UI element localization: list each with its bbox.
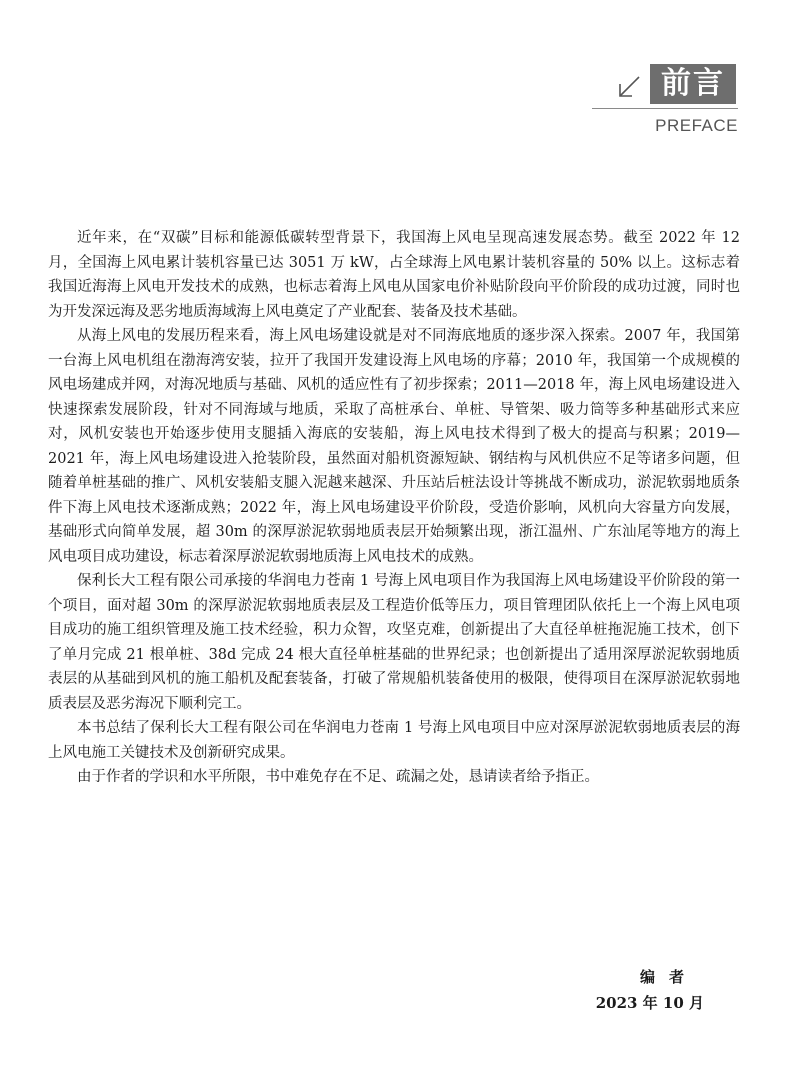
page-title: 前言 bbox=[650, 64, 736, 104]
paragraph-3: 保利长大工程有限公司承接的华润电力苍南 1 号海上风电项目作为我国海上风电场建设平价阶段的第一个项目，面对超 30m 的深厚淤泥软弱地质表层及工程造价低等压力，项目管理团队依托上一个海上风电项目成功的施工组织管理及施工技术经验，积力众智，攻坚克难，创新提出了大直径单桩拖泥施工技术，创下了单月完成 21 根单桩、38d 完成 24 根大直径单桩基础的世界纪录；也创新提出了适用深厚淤泥软弱地质表层的从基础到风机的施工船机及配套装备，打破了常规船机装备使用的极限，使得项目在深厚淤泥软弱地质表层及恶劣海况下顺利完工。 bbox=[48, 573, 740, 712]
signature-author: 编者 bbox=[639, 968, 698, 986]
paragraph-1: 近年来，在“双碳”目标和能源低碳转型背景下，我国海上风电呈现高速发展态势。截至 2022 年 12 月，全国海上风电累计装机容量已达 3051 万 kW，占全球海上风电累计装机容量的 50% 以上。这标志着我国近海海上风电开发技术的成熟，也标志着海上风电从国家电价补贴阶段向平价阶段的成功过渡，同时也为开发深远海及恶劣地质海域海上风电奠定了产业配套、装备及技术基础。 bbox=[48, 230, 740, 320]
paragraph-2: 从海上风电的发展历程来看，海上风电场建设就是对不同海底地质的逐步深入探索。2007 年，我国第一台海上风电机组在渤海湾安装，拉开了我国开发建设海上风电场的序幕；2010 年，我国第一个成规模的风电场建成并网，对海况地质与基础、风机的适应性有了初步探索；2011—2018 年，海上风电场建设进入快速探索发展阶段，针对不同海域与地质，采取了高桩承台、单桩、导管架、吸力筒等多种基础形式来应对，风机安装也开始逐步使用支腿插入海底的安装船，海上风电技术得到了极大的提高与积累；2019—2021 年，海上风电场建设进入抢装阶段，虽然面对船机资源短缺、钢结构与风机供应不足等诸多问题，但随着单桩基础的推广、风机安装船支腿入泥越来越深、升压站后桩法设计等挑战不断成功，淤泥软弱地质条件下海上风电技术逐渐成熟；2022 年，海上风电场建设平价阶段，受造价影响，风机向大容量方向发展，基础形式向简单发展，超 30m 的深厚淤泥软弱地质表层开始频繁出现，浙江温州、广东汕尾等地方的海上风电项目成功建设，标志着深厚淤泥软弱地质海上风电技术的成熟。 bbox=[48, 328, 740, 565]
signature-block bbox=[596, 964, 704, 1016]
page-header bbox=[0, 0, 790, 150]
arrow-down-left-icon bbox=[616, 74, 642, 100]
signature-date: 2023 年 10 月 bbox=[595, 994, 704, 1012]
paragraph-4: 本书总结了保利长大工程有限公司在华润电力苍南 1 号海上风电项目中应对深厚淤泥软弱地质表层的海上风电施工关键技术及创新研究成果。 bbox=[48, 720, 740, 761]
preface-body bbox=[48, 226, 740, 790]
header-divider bbox=[592, 108, 738, 109]
page-subtitle: PREFACE bbox=[655, 116, 738, 135]
paragraph-5: 由于作者的学识和水平所限，书中难免存在不足、疏漏之处，恳请读者给予指正。 bbox=[77, 769, 599, 785]
